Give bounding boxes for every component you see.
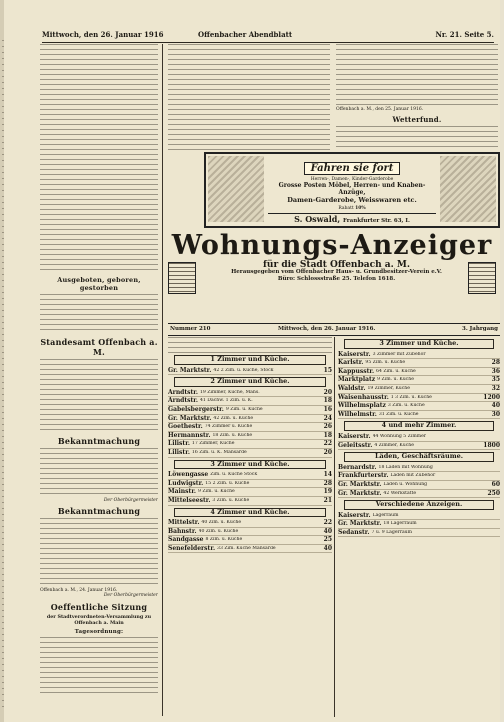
- listing-price: 28: [323, 479, 332, 487]
- listing-street: Hermannstr.: [168, 431, 211, 439]
- listing-street: Gr. Marktstr.: [338, 520, 382, 528]
- listing-row: [168, 519, 332, 528]
- listing-price: 18: [323, 397, 332, 405]
- listing-street: Mainstr.: [168, 488, 197, 496]
- listing-description: 42 2 Zim. u. Küche, Stock: [213, 367, 274, 373]
- listing-price: 24: [323, 414, 332, 422]
- section-4-mehr-zimmer: 4 und mehr Zimmer.: [344, 421, 494, 431]
- listing-description: 33 Zim. Küche Mansarde: [217, 545, 276, 551]
- listing-street: Waisenhausstr.: [338, 393, 389, 401]
- ad-line-3: Damen-Garderobe, Weisswaren etc.: [287, 196, 417, 204]
- listing-description: 3 Zimmer mit Zubehör: [372, 351, 426, 357]
- listing-price: 30: [491, 410, 500, 418]
- listing-row: [338, 481, 500, 490]
- listing-description: 15 2 Zim. u. Küche: [205, 480, 250, 486]
- listing-description: 16 Zim. u. K. Mansarde: [191, 449, 247, 455]
- listing-price: 32: [491, 384, 500, 392]
- listing-description: 18 Laden mit Wohnung: [378, 464, 433, 470]
- listing-street: Lilistr.: [168, 440, 190, 448]
- listing-street: Wilhelmsplatz: [338, 402, 386, 410]
- listing-street: Bahnstr.: [168, 527, 197, 535]
- listing-price: 18: [323, 431, 332, 439]
- ad-illustration-left: [208, 156, 264, 222]
- wohnungsanzeiger-subtitle: für die Stadt Offenbach a. M.: [263, 260, 410, 270]
- listing-description: Laden u. Wohnung: [383, 481, 428, 487]
- right-column-top: [336, 44, 498, 150]
- listing-street: Lilistr.: [168, 448, 190, 456]
- listing-street: Kappusstr.: [338, 367, 375, 375]
- listing-row: [338, 490, 500, 499]
- listing-row: [168, 389, 332, 398]
- listing-price: 35: [491, 376, 500, 384]
- standesamt-heading: Standesamt Offenbach a. M.: [40, 337, 158, 357]
- listing-street: Goethestr.: [168, 423, 203, 431]
- listing-description: 40 Zim. u. Küche: [201, 520, 242, 526]
- listing-description: 95 Zim. u. Küche: [365, 360, 406, 366]
- listing-description: 8 Zim. u. Küche: [205, 537, 243, 543]
- listing-description: 42 Werkstätte: [383, 490, 417, 496]
- listing-row: [168, 480, 332, 489]
- listing-description: 18 Zim. u. Küche: [212, 432, 253, 438]
- date-line: Offenbach a. M., 24. Januar 1916.: [40, 588, 118, 593]
- listing-description: 40 Zim. u. Küche: [198, 528, 239, 534]
- section-laeden: Läden, Geschäftsräume.: [344, 452, 494, 462]
- listing-street: Kaiserstr.: [338, 511, 371, 519]
- listing-row: [338, 394, 500, 403]
- header-title: Offenbacher Abendblatt: [198, 30, 293, 39]
- tagesordnung-heading: Tagesordnung:: [74, 629, 124, 635]
- masthead-box-left: [168, 262, 196, 294]
- wohnungsanzeiger-office: Büro: Schlossstraße 25. Telefon 1618.: [277, 276, 396, 282]
- left-article-text: [40, 44, 158, 274]
- wohnungsanzeiger-title: Wohnungs-Anzeiger: [171, 230, 493, 261]
- listing-street: Arndtstr.: [168, 388, 198, 396]
- listing-street: Waldstr.: [338, 384, 366, 392]
- listing-price: 22: [323, 519, 332, 527]
- ad-firm-name: S. Oswald: [294, 214, 338, 224]
- listing-price: 40: [323, 544, 332, 552]
- listing-row: [338, 512, 500, 521]
- listing-description: 17 Zimmer, Küche: [191, 441, 235, 447]
- listing-street: Gr. Marktstr.: [338, 480, 382, 488]
- listing-price: 1200: [483, 393, 500, 401]
- wohnungsanzeiger-subtitle-block: [179, 262, 494, 283]
- listing-price: 40: [491, 402, 500, 410]
- listing-row: [338, 464, 500, 473]
- listing-row: [338, 442, 500, 451]
- ad-address: Frankfurter Str. 63, I.: [342, 218, 410, 224]
- listing-row: [338, 368, 500, 377]
- listing-street: Gr. Marktstr.: [168, 414, 212, 422]
- listing-street: Arndtstr.: [168, 397, 198, 405]
- familien-heading: Ausgeboten, geboren, gestorben: [57, 276, 141, 292]
- listing-street: Gr. Marktstr.: [338, 489, 382, 497]
- listing-row: [338, 433, 500, 442]
- listing-street: Wilhelmstr.: [338, 410, 377, 418]
- listing-street: Mittelstr.: [168, 519, 200, 527]
- listing-street: Löwengasse: [168, 471, 209, 479]
- signature-1: Der Oberbürgermeister: [103, 498, 158, 503]
- listing-description: 4 Zimmer, Küche: [374, 442, 414, 448]
- listing-row: [168, 449, 332, 458]
- issue-number: Nummer 210: [170, 326, 211, 332]
- listings-divider: [334, 337, 335, 717]
- sitzung-subheading: der Stadtverordneten-Versammlung zu Offenbach a. Main: [46, 614, 152, 626]
- left-column: [40, 44, 158, 716]
- column-divider: [162, 44, 163, 716]
- listing-description: 9 Zim. u. Küche: [377, 377, 414, 383]
- issue-info-bar: [168, 323, 500, 336]
- header-page-number: Nr. 21. Seite 5.: [435, 30, 494, 39]
- listing-row: [168, 397, 332, 406]
- listing-description: 42 Zim. u. Küche: [213, 415, 254, 421]
- ad-illustration-right: [440, 156, 496, 222]
- listing-row: [168, 528, 332, 537]
- listing-description: 19 Zimmer, Küche: [367, 385, 410, 391]
- listing-price: 19: [323, 488, 332, 496]
- listing-row: [338, 351, 500, 360]
- listing-street: Bernardstr.: [338, 463, 377, 471]
- masthead-box-right: [468, 262, 496, 294]
- listing-street: Kaiserstr.: [338, 432, 371, 440]
- middle-column-top: [168, 44, 330, 150]
- tagesordnung-text: [40, 637, 158, 697]
- listing-street: Gabelsbergerstr.: [168, 405, 224, 413]
- header-date: Mittwoch, den 26. Januar 1916: [42, 30, 164, 39]
- listing-row: [168, 471, 332, 480]
- listing-description: 18 Lagerraum: [383, 521, 417, 527]
- standesamt-text: [40, 359, 158, 433]
- bekanntmachung-text-2: [40, 518, 158, 588]
- listing-row: [168, 432, 332, 441]
- listing-description: 3 Zim. u. Küche: [387, 403, 425, 409]
- listing-price: 16: [323, 405, 332, 413]
- listing-row: [338, 529, 500, 538]
- listing-description: 41 Dachw. 1 Zim. u. K.: [200, 398, 253, 404]
- wetter-heading: Wetterfund.: [392, 115, 442, 124]
- listing-street: Kaiserstr.: [338, 350, 371, 358]
- listing-description: 19 Zimmer, Küche, Mans.: [200, 389, 260, 395]
- sitzung-heading: Oeffentliche Sitzung: [50, 602, 148, 612]
- listings-column-left: [168, 337, 332, 717]
- listing-street: Geleitsstr.: [338, 441, 373, 449]
- left-article-text-2: [40, 294, 158, 334]
- listing-description: Laden mit Zubehör: [390, 473, 436, 479]
- listing-street: Mittelseestr.: [168, 496, 211, 504]
- listing-description: 3 Zim. u. Küche: [212, 497, 250, 503]
- listing-price: 40: [323, 527, 332, 535]
- section-3-zimmer-a: 3 Zimmer und Küche.: [174, 460, 326, 470]
- listing-price: 22: [323, 440, 332, 448]
- listing-price: 14: [323, 471, 332, 479]
- listing-price: 21: [323, 496, 332, 504]
- listing-row: [168, 497, 332, 506]
- oswald-advertisement: Fahren sie fort Herren-, Damen-, Kinder-Garderobe Grosse Posten Möbel, Herren- und Knaben-Anzüge, Damen-Garderobe, Weisswaren etc. Rabatt 10% S. Oswald, Frankfurter Str. 63, I.: [204, 152, 500, 228]
- listing-row: [168, 406, 332, 415]
- issue-date: Mittwoch, den 26. Januar 1916.: [278, 326, 376, 332]
- listing-street: Gr. Marktstr.: [168, 366, 212, 374]
- ad-line-2: Grosse Posten Möbel, Herren- und Knaben-Anzüge,: [278, 182, 426, 196]
- listing-row: [168, 423, 332, 432]
- listing-description: 44 Wohnung 5 Zimmer: [372, 433, 426, 439]
- listing-price: 36: [491, 367, 500, 375]
- listing-street: Frankfurterstr.: [338, 472, 389, 480]
- listing-description: 9 Zim. u. Küche: [198, 489, 235, 495]
- page-header: [42, 28, 494, 43]
- listing-row: [338, 520, 500, 529]
- bekanntmachung-heading-1: Bekanntmachung: [57, 436, 141, 446]
- newspaper-page: [4, 0, 500, 722]
- ad-headline: Fahren sie fort: [304, 162, 401, 175]
- section-verschiedene: Verschiedene Anzeigen.: [344, 500, 494, 510]
- listing-row: [338, 411, 500, 420]
- listing-row: [168, 367, 332, 376]
- listing-row: [168, 545, 332, 554]
- listing-price: 1800: [483, 441, 500, 449]
- listing-price: 60: [491, 480, 500, 488]
- listing-street: Senefelderstr.: [168, 544, 216, 552]
- listing-description: 31 Zim. u. Küche: [378, 411, 419, 417]
- listing-price: 28: [491, 359, 500, 367]
- bekanntmachung-text-1: [40, 448, 158, 498]
- listing-row: [338, 359, 500, 368]
- ad-line-1: Herren-, Damen-, Kinder-Garderobe: [310, 177, 394, 182]
- listing-description: 64 Zim. u. Küche: [376, 368, 416, 374]
- listing-price: 20: [323, 388, 332, 396]
- section-1-zimmer: 1 Zimmer und Küche.: [174, 355, 326, 365]
- listing-price: 250: [487, 489, 500, 497]
- section-3-zimmer: 3 Zimmer und Küche.: [344, 339, 494, 349]
- wohnungsanzeiger-publisher: Herausgegeben vom Offenbacher Haus- u. Grundbesitzer-Verein e.V.: [231, 269, 442, 275]
- listing-row: [168, 415, 332, 424]
- listing-description: 74 Zimmer u. Küche: [204, 424, 253, 430]
- middle-date-sign: Offenbach a. M., den 25. Januar 1916.: [336, 107, 424, 112]
- section-2-zimmer: 2 Zimmer und Küche.: [174, 377, 326, 387]
- ad-discount: 10%: [355, 206, 366, 211]
- listings-column-right: [338, 337, 500, 717]
- listing-row: [168, 536, 332, 545]
- listing-street: Karlstr.: [338, 359, 364, 367]
- listing-row: [338, 376, 500, 385]
- listing-row: [338, 385, 500, 394]
- listing-row: [338, 472, 500, 481]
- listing-street: Sandgasse: [168, 536, 204, 544]
- listing-street: Marktplatz: [338, 376, 376, 384]
- listing-description: Zim. u. Küche Stock: [210, 472, 258, 478]
- listing-description: 7 u. 9 Lagerraum: [371, 529, 412, 535]
- listing-description: 1 3 Zim. u. Küche: [390, 394, 432, 400]
- listing-description: 9 Zim. u. Küche: [225, 406, 263, 412]
- bekanntmachung-heading-2: Bekanntmachung: [57, 506, 141, 516]
- signature-2: Der Oberbürgermeister: [103, 593, 158, 598]
- listing-row: [168, 440, 332, 449]
- listing-price: 25: [323, 536, 332, 544]
- listing-price: 26: [323, 423, 332, 431]
- listing-row: [338, 402, 500, 411]
- section-4-zimmer-a: 4 Zimmer und Küche.: [174, 508, 326, 518]
- listing-row: [168, 488, 332, 497]
- listing-description: Lagerraum: [372, 512, 399, 518]
- listing-street: Sedanstr.: [338, 528, 370, 536]
- issue-jahrgang: 3. Jahrgang: [462, 326, 498, 332]
- listing-street: Ludwigstr.: [168, 479, 204, 487]
- listing-price: 15: [323, 366, 332, 374]
- listing-price: 20: [323, 448, 332, 456]
